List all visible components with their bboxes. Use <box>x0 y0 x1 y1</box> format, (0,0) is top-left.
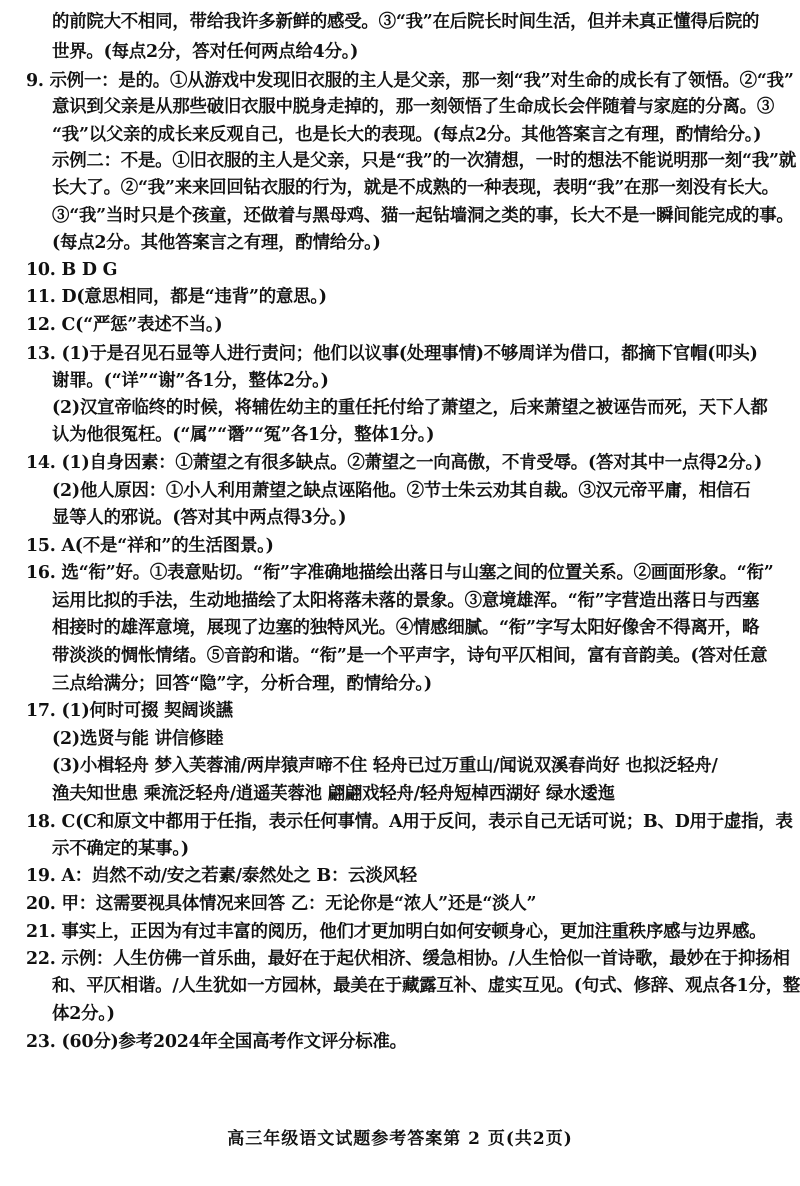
answer-line: 13. (1)于是召见石显等人进行责问；他们以议事(处理事情)不够周详为借口，都摘下官帽(叩头) <box>26 344 758 364</box>
answer-line: 认为他很冤枉。(“属”“谮”“冤”各1分，整体1分。) <box>52 425 435 445</box>
answer-line: 9. 示例一：是的。①从游戏中发现旧衣服的主人是父亲，那一刻“我”对生命的成长有了领悟。②“我” <box>26 71 794 91</box>
answer-line: 示不确定的某事。) <box>52 839 189 859</box>
page-footer: 高三年级语文试题参考答案第 2 页(共2页) <box>227 1129 573 1149</box>
answer-line: 14. (1)自身因素：①萧望之有很多缺点。②萧望之一向高傲，不肯受辱。(答对其中一点得2分。) <box>26 453 762 473</box>
answer-line: 16. 选“衔”好。①表意贴切。“衔”字准确地描绘出落日与山塞之间的位置关系。②画面形象。“衔” <box>26 563 774 583</box>
answer-line: 相接时的雄浑意境，展现了边塞的独特风光。④情感细腻。“衔”字写太阳好像舍不得离开，略 <box>52 618 760 638</box>
answer-line: 谢罪。(“详”“谢”各1分，整体2分。) <box>52 371 329 391</box>
answer-line: 11. D(意思相同，都是“违背”的意思。) <box>26 287 327 307</box>
answer-line: (2)他人原因：①小人利用萧望之缺点诬陷他。②节士朱云劝其自裁。③汉元帝平庸，相信石 <box>52 481 751 501</box>
answer-line: 运用比拟的手法，生动地描绘了太阳将落未落的景象。③意境雄浑。“衔”字营造出落日与西塞 <box>52 591 760 611</box>
answer-line: 21. 事实上，正因为有过丰富的阅历，他们才更加明白如何安顿身心，更加注重秩序感与边界感。 <box>26 922 767 942</box>
answer-line: 长大了。②“我”来来回回钻衣服的行为，就是不成熟的一种表现，表明“我”在那一刻没有长大。 <box>52 178 779 198</box>
answer-line: 和、平仄相谐。/人生犹如一方园林，最美在于藏露互补、虚实互见。(句式、修辞、观点各1分，整 <box>52 976 800 996</box>
answer-line: (3)小楫轻舟 梦入芙蓉浦/两岸猿声啼不住 轻舟已过万重山/闻说双溪春尚好 也拟泛轻舟/ <box>52 756 718 776</box>
answer-line: 体2分。) <box>52 1004 115 1024</box>
answer-line: 示例二：不是。①旧衣服的主人是父亲，只是“我”的一次猜想，一时的想法不能说明那一刻“我”就 <box>52 151 797 171</box>
answer-line: 20. 甲：这需要视具体情况来回答 乙：无论你是“浓人”还是“淡人” <box>26 894 537 914</box>
answer-line: 显等人的邪说。(答对其中两点得3分。) <box>52 508 347 528</box>
answer-line: “我”以父亲的成长来反观自己，也是长大的表现。(每点2分。其他答案言之有理，酌情给分。) <box>52 125 762 145</box>
answer-line: 渔夫知世患 乘流泛轻舟/逍遥芙蓉池 翩翩戏轻舟/轻舟短棹西湖好 绿水逶迤 <box>52 784 615 804</box>
answer-line: 的前院大不相同，带给我许多新鲜的感受。③“我”在后院长时间生活，但并未真正懂得后院的 <box>52 12 760 32</box>
answer-line: 17. (1)何时可掇 契阔谈讌 <box>26 701 233 721</box>
answer-line: ③“我”当时只是个孩童，还做着与黑母鸡、猫一起钻墙洞之类的事，长大不是一瞬间能完成的事。 <box>52 206 794 226</box>
answer-line: 19. A：岿然不动/安之若素/泰然处之 B：云淡风轻 <box>26 866 417 886</box>
answer-line: (2)选贤与能 讲信修睦 <box>52 729 224 749</box>
answer-line: 22. 示例：人生仿佛一首乐曲，最好在于起伏相济、缓急相协。/人生恰似一首诗歌，最妙在于抑扬相 <box>26 949 790 969</box>
answer-line: 意识到父亲是从那些破旧衣服中脱身走掉的，那一刻领悟了生命成长会伴随着与家庭的分离。③ <box>52 97 775 117</box>
answer-line: 15. A(不是“祥和”的生活图景。) <box>26 536 274 556</box>
answer-line: (2)汉宣帝临终的时候，将辅佐幼主的重任托付给了萧望之，后来萧望之被诬告而死，天下人都 <box>52 398 768 418</box>
answer-line: 10. B D G <box>26 260 118 280</box>
answer-line: 12. C(“严惩”表述不当。) <box>26 315 223 335</box>
answer-line: (每点2分。其他答案言之有理，酌情给分。) <box>52 233 381 253</box>
answer-line: 18. C(C和原文中都用于任指，表示任何事情。A用于反问，表示自己无话可说；B、D用于虚指，表 <box>26 812 793 832</box>
answer-line: 带淡淡的惆怅情绪。⑤音韵和谐。“衔”是一个平声字，诗句平仄相间，富有音韵美。(答对任意 <box>52 646 768 666</box>
answer-line: 世界。(每点2分，答对任何两点给4分。) <box>52 42 359 62</box>
answer-line: 23. (60分)参考2024年全国高考作文评分标准。 <box>26 1032 407 1052</box>
answer-line: 三点给满分；回答“隐”字，分析合理，酌情给分。) <box>52 674 432 694</box>
